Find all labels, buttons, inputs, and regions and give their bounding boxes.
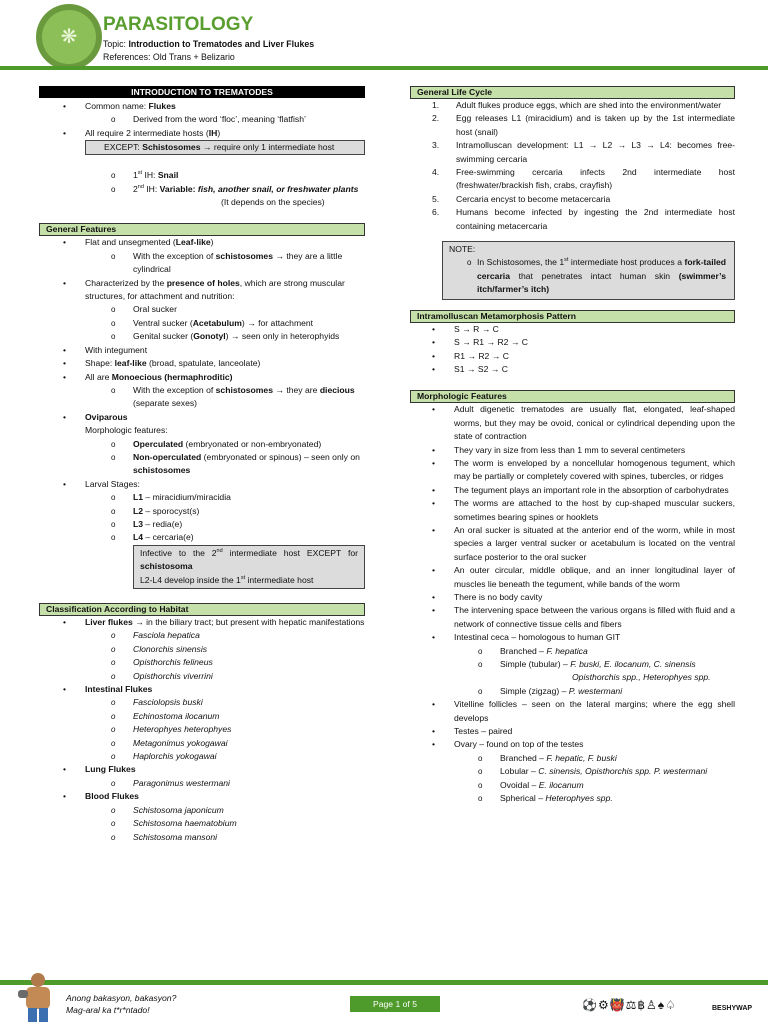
list-text: Branched – <box>500 645 547 656</box>
list-item: • Intestinal Flukes <box>39 683 365 696</box>
list-item: • Oviparous <box>39 411 365 424</box>
except-box: EXCEPT: Schistosomes → require only 1 intermediate host <box>85 140 365 155</box>
list-item: o L2 – sporocyst(s) <box>39 505 365 518</box>
list-item: o Fasciolopsis buski <box>39 696 365 709</box>
list-item-continued: Opisthorchis spp., Heterophyes spp. <box>572 672 711 683</box>
bottom-divider <box>0 980 768 985</box>
section-intramolluscan: Intramolluscan Metamorphosis Pattern <box>410 310 735 323</box>
list-item: • Liver flukes → in the biliary tract; but present with hepatic manifestations <box>39 616 365 629</box>
list-item: o Fasciola hepatica <box>39 629 365 642</box>
life-cycle-list <box>410 99 735 233</box>
page-indicator: Page 1 of 5 <box>350 996 440 1012</box>
list-item: o Schistosoma japonicum <box>39 804 365 817</box>
list-item: o With the exception of schistosomes → they are diecious (separate sexes) <box>39 384 365 411</box>
list-item: • They vary in size from less than 1 mm to several centimeters <box>410 444 735 457</box>
list-item <box>410 139 735 166</box>
list-item: o 1st IH: Snail <box>39 169 365 182</box>
list-text: Ovoidal – <box>500 779 539 790</box>
list-item: o Paragonimus westermani <box>39 777 365 790</box>
list-item: • The worms are attached to the host by cup-shaped muscular suckers, sometimes bearing spines or hooklets <box>410 497 735 524</box>
list-item: o L4 – cercaria(e) <box>39 531 365 544</box>
list-item: • Intestinal ceca – homologous to human GIT <box>410 631 735 644</box>
list-item: o L3 – redia(e) <box>39 518 365 531</box>
list-number: 1. <box>432 100 440 110</box>
list-item: • Characterized by the presence of holes, which are strong muscular structures, for attachment and nutrition: <box>39 277 365 304</box>
footer-tagline: Anong bakasyon, bakasyon? Mag-aral ka t*r*ntado! <box>66 993 177 1015</box>
references-line: References: Old Trans + Belizario <box>103 52 235 62</box>
list-item <box>410 765 735 778</box>
list-item: • With integument <box>39 344 365 357</box>
list-item: o Clonorchis sinensis <box>39 643 365 656</box>
list-text: Spherical – <box>500 793 546 804</box>
list-item: Morphologic features: <box>85 425 168 436</box>
list-item: • The intervening space between the various organs is filled with fluid and a network of connective tissue cells and fibers <box>410 604 735 631</box>
list-item: • The tegument plays an important role in the absorption of carbohydrates <box>410 484 735 497</box>
parasite-icon: ❋ <box>60 26 78 48</box>
top-divider <box>0 66 768 70</box>
infective-box: Infective to the 2nd intermediate host EXCEPT for schistosoma L2-L4 develop inside the 1st intermediate host <box>133 545 365 589</box>
list-item: • The worm is enveloped by a noncellular homogenous tegument, which may be partially or completely covered with spines, tubercles, or ridges <box>410 457 735 484</box>
list-item: • S → R → C <box>410 323 735 336</box>
list-item <box>410 658 735 671</box>
list-text-italic: F. buski, E. ilocanum, C. sinensis <box>570 659 696 670</box>
list-number: 6. <box>432 207 440 218</box>
list-number: 4. <box>432 167 440 178</box>
page-title: PARASITOLOGY <box>103 14 254 35</box>
logo <box>36 4 102 70</box>
list-item: o L1 – miracidium/miracidia <box>39 491 365 504</box>
list-item: • Adult digenetic trematodes are usually flat, elongated, leaf-shaped worms, but they may be ovoid, conical or cylindrical depending upon the state of contraction <box>410 403 735 443</box>
list-text-italic: E. ilocanum <box>538 779 584 790</box>
list-item <box>410 792 735 805</box>
list-item: o With the exception of schistosomes → they are a little cylindrical <box>39 250 365 277</box>
list-item: o Haplorchis yokogawai <box>39 750 365 763</box>
list-item: • Larval Stages: <box>39 478 365 491</box>
list-item <box>410 645 735 658</box>
list-item: • Lung Flukes <box>39 763 365 776</box>
note-text: (It depends on the species) <box>221 197 325 208</box>
list-item: o Ventral sucker (Acetabulum) → for attachment <box>39 317 365 330</box>
list-item: • Common name: Flukes <box>39 100 365 113</box>
list-text: Intramolluscan development: L1 → L2 → L3 → L4: becomes free-swimming cercaria <box>456 140 735 164</box>
note-box: NOTE: o In Schistosomes, the 1st intermediate host produces a fork-tailed cercaria that penetrates intact human skin (swimmer’s itch/farmer’s itch) <box>442 241 735 300</box>
sponsor-icons: ⚽⚙👹⚖฿♙♠♤ <box>582 998 677 1012</box>
blood-flukes-list <box>39 804 365 844</box>
list-item: • All are Monoecious (hermaphroditic) <box>39 371 365 384</box>
list-number: 5. <box>432 193 440 204</box>
list-item: • Shape: leaf-like (broad, spatulate, lanceolate) <box>39 357 365 370</box>
list-item: • An outer circular, middle oblique, and an inner longitudinal layer of muscles lie beneath the tegument, while bands of the worm <box>410 564 735 591</box>
lung-flukes-list <box>39 777 365 790</box>
list-item <box>410 99 735 112</box>
list-item <box>410 779 735 792</box>
morphologic-list <box>410 403 735 644</box>
list-item <box>410 685 735 698</box>
list-item <box>410 752 735 765</box>
list-text-italic: F. hepatic, F. buski <box>546 752 617 763</box>
list-item: • Blood Flukes <box>39 790 365 803</box>
list-text: Adult flukes produce eggs, which are shed into the environment/water <box>456 100 722 110</box>
list-item: o Heterophyes heterophyes <box>39 723 365 736</box>
section-morphologic-features: Morphologic Features <box>410 390 735 403</box>
mascot-figure <box>14 970 60 1022</box>
section-intro-title: INTRODUCTION TO TREMATODES <box>39 86 365 98</box>
list-item <box>410 206 735 233</box>
list-text: Simple (tubular) – <box>500 659 571 670</box>
list-item <box>410 112 735 139</box>
list-item: o Opisthorchis viverrini <box>39 670 365 683</box>
ceca-list <box>410 645 735 699</box>
list-text: Free-swimming cercaria infects 2nd intermediate host (freshwater/brackish fish, crabs, crayfish) <box>456 167 735 191</box>
list-text: Cercaria encyst to become metacercaria <box>456 193 611 204</box>
list-item: o Derived from the word ‘floc’, meaning ‘flatfish’ <box>39 113 365 126</box>
list-item: • Vitelline follicles – seen on the lateral margins; where the egg shell develops <box>410 698 735 725</box>
list-text: Simple (zigzag) – <box>500 685 569 696</box>
list-item: o Operculated (embryonated or non-embryonated) <box>39 438 365 451</box>
list-item: • Testes – paired <box>410 725 735 738</box>
section-general-life-cycle: General Life Cycle <box>410 86 735 99</box>
list-item: • An oral sucker is situated at the anterior end of the worm, while in most species a larger ventral sucker or acetabulum is located on the ventral surface posterior to the oral sucker <box>410 524 735 564</box>
list-text-italic: C. sinensis, Opisthorchis spp. P. westermani <box>538 766 708 777</box>
list-text: Branched – <box>500 752 547 763</box>
list-item: o Genital sucker (Gonotyl) → seen only in heterophyids <box>39 330 365 343</box>
list-item: o Opisthorchis felineus <box>39 656 365 669</box>
list-item: • There is no body cavity <box>410 591 735 604</box>
list-text: Egg releases L1 (miracidium) and is taken up by the 1st intermediate host (snail) <box>456 113 735 137</box>
liver-flukes-list <box>39 629 365 683</box>
list-item: • R1 → R2 → C <box>410 350 735 363</box>
list-item: • S → R1 → R2 → C <box>410 336 735 349</box>
list-item: o Schistosoma haematobium <box>39 817 365 830</box>
list-text: Lobular – <box>500 766 539 777</box>
metamorphosis-list <box>410 323 735 377</box>
brand-label: BESHYWAP <box>712 1005 753 1012</box>
list-item: • Flat and unsegmented (Leaf-like) <box>39 236 365 249</box>
list-text-italic: F. hepatica <box>546 645 588 656</box>
list-item: • Ovary – found on top of the testes <box>410 738 735 751</box>
list-item: o 2nd IH: Variable: fish, another snail, or freshwater plants <box>39 183 365 196</box>
topic-line: Topic: Introduction to Trematodes and Liver Flukes <box>103 39 315 49</box>
list-item: • All require 2 intermediate hosts (IH) <box>39 127 365 140</box>
list-text-italic: P. westermani <box>568 685 623 696</box>
section-general-features: General Features <box>39 223 365 236</box>
list-item <box>410 193 735 206</box>
list-item: o Oral sucker <box>39 303 365 316</box>
intestinal-flukes-list <box>39 696 365 763</box>
list-number: 2. <box>432 113 440 124</box>
ovary-list <box>410 752 735 806</box>
list-item: o Metagonimus yokogawai <box>39 737 365 750</box>
right-column <box>410 86 735 806</box>
list-text: Humans become infected by ingesting the 2nd intermediate host containing metacercaria <box>456 207 735 231</box>
list-number: 3. <box>432 140 440 151</box>
list-item: o Non-operculated (embryonated or spinous) – seen only on schistosomes <box>39 451 365 478</box>
list-item: • S1 → S2 → C <box>410 363 735 376</box>
list-item: o Schistosoma mansoni <box>39 831 365 844</box>
left-column <box>39 86 365 844</box>
list-text-italic: Heterophyes spp. <box>545 793 613 804</box>
list-item <box>410 166 735 193</box>
list-item: o Echinostoma ilocanum <box>39 710 365 723</box>
section-classification: Classification According to Habitat <box>39 603 365 616</box>
